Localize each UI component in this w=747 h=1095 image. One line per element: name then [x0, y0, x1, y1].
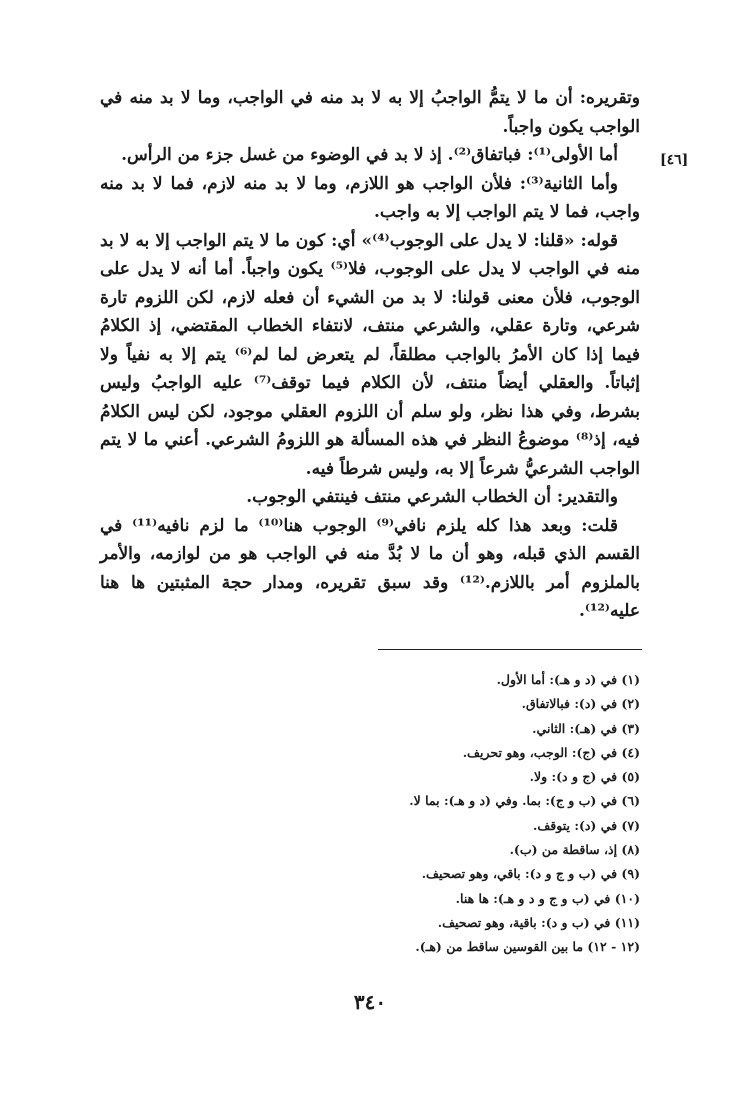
page-number: ٣٤٠: [353, 990, 387, 1014]
margin-page-reference: [٤٦]: [660, 152, 689, 168]
footnote-divider: [378, 649, 642, 650]
footnote: (١٠) في (ب و ج و د و هـ): ها هنا.: [455, 890, 640, 906]
footnotes: [200, 668, 640, 960]
paragraph: وأما الثانية⁽³⁾: فلأن الواجب هو اللازم، وما لا بد منه لازم، فما لا بد منه واجب، فما لا يتم الواجب إلا به واجب.: [100, 173, 640, 222]
paragraph: والتقدير: أن الخطاب الشرعي منتف فينتفي الوجوب.: [246, 487, 618, 507]
paragraph: أما الأولى⁽¹⁾: فباتفاق⁽²⁾. إذ لا بد في الوضوء من غسل جزء من الرأس.: [121, 145, 618, 165]
paragraph: قلت: وبعد هذا كله يلزم نافي⁽⁹⁾ الوجوب هنا⁽¹⁰⁾ ما لزم نافيه⁽¹¹⁾ في القسم الذي قبله، وهو أن ما لا بُدَّ منه في الواجب هو من لوازمه، والأمر بالملزوم أمر باللازم.⁽¹²⁾ وقد سبق تقريره، ومدار حجة المثبتين ها هنا عليه⁽¹²⁾.: [100, 515, 640, 621]
footnote: (٥) في (ج و د): ولا.: [529, 769, 640, 785]
footnote: (١١) في (ب و د): باقية، وهو تصحيف.: [437, 914, 640, 930]
footnote: (١) في (د و هـ): أما الأول.: [496, 672, 640, 687]
footnote: (٢) في (د): فبالاتفاق.: [521, 696, 640, 712]
footnote: (٣) في (هـ): الثاني.: [532, 720, 640, 736]
footnote: (٨) إذ، ساقطة من (ب).: [509, 842, 640, 858]
footnote: (٦) في (ب و ج): بما. وفي (د و هـ): بما لا.: [409, 793, 640, 809]
footnote: (٧) في (د): يتوقف.: [533, 817, 640, 833]
main-text: [100, 84, 640, 626]
footnote: (٤) في (ج): الوجب، وهو تحريف.: [462, 744, 640, 760]
footnote: (١٢ - ١٢) ما بين القوسين ساقط من (هـ).: [415, 939, 640, 955]
paragraph: وتقريره: أن ما لا يتمُّ الواجبُ إلا به لا بد منه في الواجب، وما لا بد منه في الواجب يكون واجباً.: [100, 88, 640, 137]
paragraph: قوله: «قلنا: لا يدل على الوجوب⁽⁴⁾» أي: كون ما لا يتم الواجب إلا به لا بد منه في الواجب لا يدل على الوجوب، فلا⁽⁵⁾ يكون واجباً. أما أنه لا يدل على الوجوب، فلأن معنى قولنا: لا بد من الشيء أن فعله لازم، لكن اللزوم تارة شرعي، وتارة عقلي، والشرعي منتف، لانتفاء الخطاب المقتضي، إذ الكلامُ فيما إذا كان الأمرُ بالواجب مطلقاً، لم يتعرض لما لم⁽⁶⁾ يتم إلا به نفياً ولا إثباتاً. والعقلي أيضاً منتف، لأن الكلام فيما توقف⁽⁷⁾ عليه الواجبُ وليس بشرط، وفي هذا نظر، ولو سلم أن اللزوم العقلي موجود، لكن ليس الكلامُ فيه، إذ⁽⁸⁾ موضوعُ النظر في هذه المسألة هو اللزومُ الشرعي. أعني ما لا يتم الواجب الشرعيُّ شرعاً إلا به، وليس شرطاً فيه.: [100, 230, 641, 479]
footnote: (٩) في (ب و ج و د): باقي، وهو تصحيف.: [421, 866, 640, 882]
